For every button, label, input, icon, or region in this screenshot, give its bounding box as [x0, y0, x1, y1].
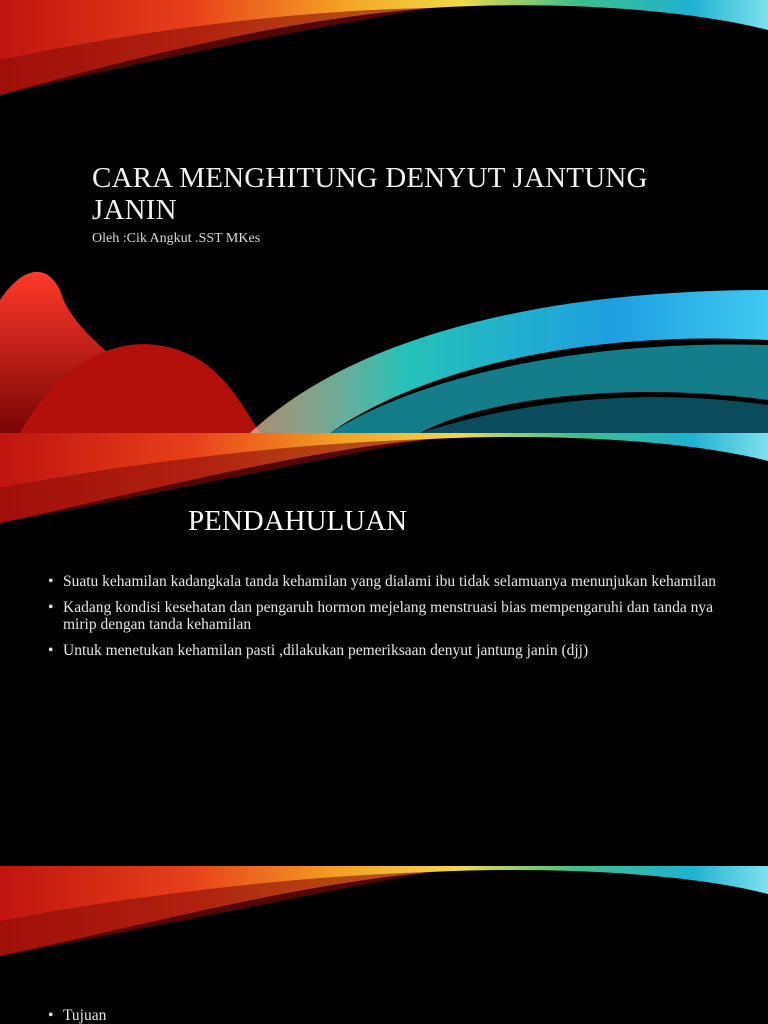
slide-introduction	[0, 433, 768, 866]
bullet-item: • Untuk menetukan kehamilan pasti ,dilakukan pemeriksaan denyut jantung janin (djj)	[48, 642, 738, 659]
slide-objectives	[0, 866, 768, 1024]
bullet-list	[48, 573, 738, 668]
section-heading: PENDAHULUAN	[188, 505, 408, 537]
slide-title	[0, 0, 768, 433]
slide-title-heading: CARA MENGHITUNG DENYUT JANTUNG JANIN	[92, 162, 648, 226]
bullet-item: • Kadang kondisi kesehatan dan pengaruh hormon mejelang menstruasi bias mempengaruhi dan tanda nya mirip dengan tanda kehamilan	[48, 599, 738, 633]
swoosh-decoration	[0, 866, 768, 1024]
bullet-item: • Suatu kehamilan kadangkala tanda kehamilan yang dialami ibu tidak selamuanya menunjukan kehamilan	[48, 573, 738, 590]
bullet-item: • Tujuan	[48, 1007, 106, 1024]
bullet-list	[48, 1007, 106, 1024]
slide-subtitle: Oleh :Cik Angkut .SST MKes	[92, 231, 261, 246]
